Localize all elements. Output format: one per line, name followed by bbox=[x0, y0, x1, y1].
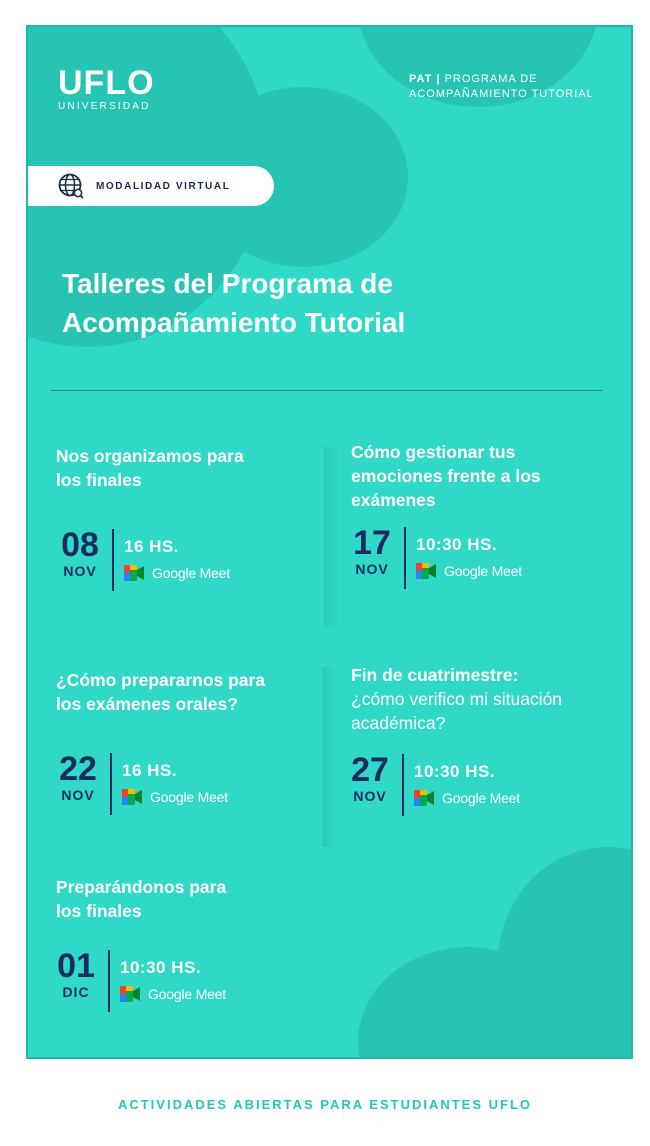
event-title-line: emociones frente a los bbox=[351, 466, 541, 486]
event-card bbox=[56, 668, 265, 716]
platform-label: Google Meet bbox=[152, 565, 230, 581]
event-title bbox=[56, 444, 244, 492]
event-date bbox=[50, 947, 102, 1012]
event-time: 16 HS. bbox=[124, 537, 179, 556]
google-meet-icon bbox=[416, 563, 436, 579]
event-month: NOV bbox=[61, 787, 95, 803]
event-day: 08 bbox=[61, 526, 99, 564]
date-separator bbox=[402, 754, 404, 816]
program-abbr: PAT bbox=[409, 73, 433, 85]
google-meet-icon bbox=[122, 789, 142, 805]
event-card bbox=[56, 875, 226, 923]
page-title bbox=[62, 264, 582, 342]
google-meet-icon bbox=[120, 986, 140, 1002]
event-date bbox=[52, 750, 104, 815]
program-separator: | bbox=[436, 73, 441, 85]
event-platform bbox=[124, 565, 230, 581]
event-schedule bbox=[346, 524, 522, 589]
platform-label: Google Meet bbox=[148, 986, 226, 1002]
date-separator bbox=[404, 527, 406, 589]
title-line1: Talleres del Programa de bbox=[62, 268, 393, 299]
divider bbox=[50, 390, 602, 391]
poster-card bbox=[26, 25, 633, 1059]
program-label bbox=[409, 72, 594, 102]
globe-icon bbox=[58, 173, 84, 199]
program-line1: PROGRAMA DE bbox=[444, 73, 538, 85]
logo-text: UFLO bbox=[58, 64, 155, 102]
event-title bbox=[351, 440, 541, 512]
event-title-line: los finales bbox=[56, 901, 142, 921]
event-day: 22 bbox=[59, 750, 97, 788]
event-title-line: los exámenes orales? bbox=[56, 694, 238, 714]
date-separator bbox=[108, 950, 110, 1012]
event-title bbox=[351, 663, 562, 735]
event-schedule bbox=[52, 750, 228, 815]
title-line2: Acompañamiento Tutorial bbox=[62, 307, 406, 338]
event-title bbox=[56, 875, 226, 923]
program-line2: ACOMPAÑAMIENTO TUTORIAL bbox=[409, 88, 594, 100]
event-title-line: ¿cómo verifico mi situación bbox=[351, 689, 563, 709]
event-time: 10:30 HS. bbox=[414, 762, 496, 781]
platform-label: Google Meet bbox=[444, 563, 522, 579]
event-platform bbox=[120, 986, 226, 1002]
footer-text: ACTIVIDADES ABIERTAS PARA ESTUDIANTES UFLO bbox=[117, 1097, 533, 1112]
event-title-line: Cómo gestionar tus bbox=[351, 442, 516, 462]
date-separator bbox=[110, 753, 112, 815]
event-title-line: ¿Cómo prepararnos para bbox=[56, 670, 266, 690]
event-title-line: Preparándonos para bbox=[56, 877, 227, 897]
event-title-line: Nos organizamos para bbox=[56, 446, 244, 466]
uflo-logo bbox=[58, 64, 155, 112]
event-title-line: exámenes bbox=[351, 490, 436, 510]
event-title-line: académica? bbox=[351, 713, 446, 733]
event-schedule bbox=[50, 947, 226, 1012]
event-month: NOV bbox=[353, 788, 387, 804]
event-day: 27 bbox=[351, 751, 389, 789]
column-shadow bbox=[324, 447, 338, 627]
modality-badge bbox=[28, 166, 274, 206]
event-time: 10:30 HS. bbox=[120, 958, 202, 977]
logo-subtext: UNIVERSIDAD bbox=[58, 101, 151, 112]
event-platform bbox=[416, 563, 522, 579]
event-platform bbox=[414, 790, 520, 806]
event-day: 17 bbox=[353, 524, 391, 562]
event-month: NOV bbox=[63, 563, 97, 579]
modality-label: MODALIDAD VIRTUAL bbox=[96, 180, 231, 192]
event-date bbox=[344, 751, 396, 816]
event-time: 16 HS. bbox=[122, 761, 177, 780]
event-platform bbox=[122, 789, 228, 805]
event-date bbox=[54, 526, 106, 591]
event-title-line: Fin de cuatrimestre: bbox=[351, 665, 519, 685]
event-title-line: los finales bbox=[56, 470, 142, 490]
platform-label: Google Meet bbox=[442, 790, 520, 806]
event-month: NOV bbox=[355, 561, 389, 577]
event-card bbox=[351, 663, 562, 735]
column-shadow bbox=[322, 667, 336, 847]
event-title bbox=[56, 668, 265, 716]
google-meet-icon bbox=[414, 790, 434, 806]
event-schedule bbox=[54, 526, 230, 591]
google-meet-icon bbox=[124, 565, 144, 581]
event-time: 10:30 HS. bbox=[416, 535, 498, 554]
event-card bbox=[351, 440, 541, 512]
date-separator bbox=[112, 529, 114, 591]
event-month: DIC bbox=[62, 984, 90, 1000]
event-schedule bbox=[344, 751, 520, 816]
event-date bbox=[346, 524, 398, 589]
event-card bbox=[56, 444, 244, 492]
platform-label: Google Meet bbox=[150, 789, 228, 805]
event-day: 01 bbox=[57, 947, 95, 985]
